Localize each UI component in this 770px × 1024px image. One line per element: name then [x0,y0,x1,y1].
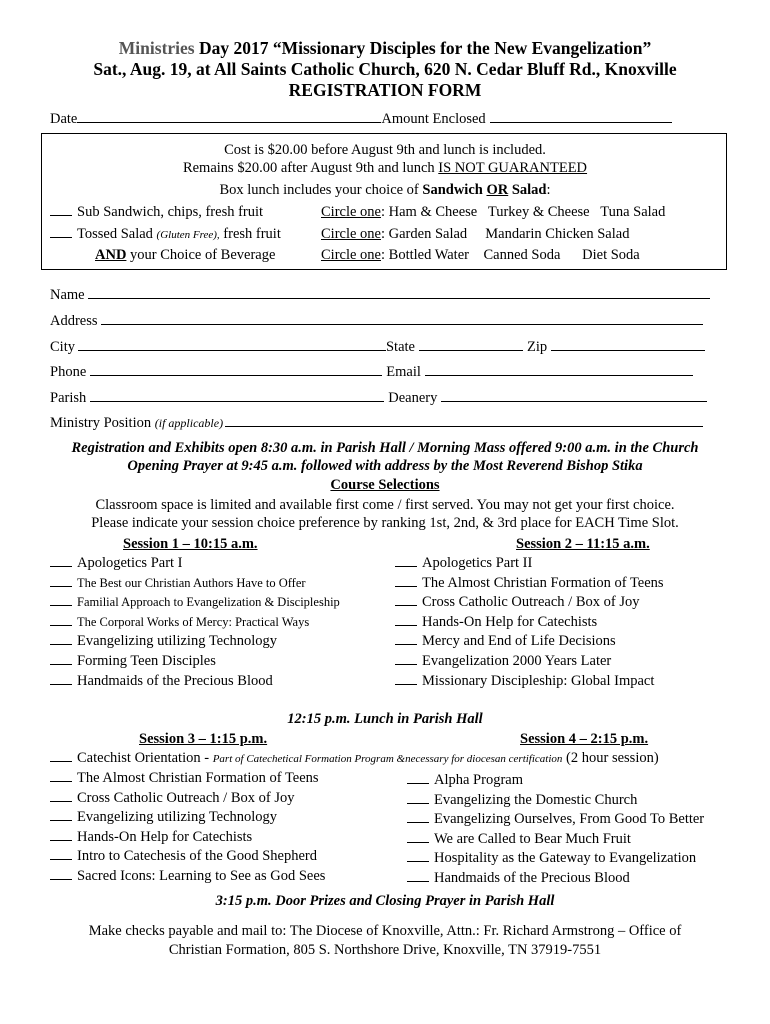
ministry-position-note: (if applicable) [154,416,224,430]
rank-blank[interactable] [50,829,72,841]
amount-line[interactable] [490,110,672,123]
ministry-position-field[interactable] [50,414,703,432]
and-word: AND [95,247,127,263]
rank-blank[interactable] [50,653,72,665]
beverage-options[interactable] [321,247,640,264]
session-option-label: Forming Teen Disciples [77,652,216,669]
city-line[interactable] [78,338,386,351]
beverage-row [95,247,275,264]
session-option-label: The Corporal Works of Mercy: Practical Ways [77,614,310,629]
rank-blank[interactable] [50,673,72,685]
session-option[interactable] [50,809,325,829]
session-option-label: Familial Approach to Evangelization & Discipleship [77,595,340,610]
salad-label-b: fresh fruit [219,226,281,242]
rank-blank[interactable] [395,575,417,587]
salad-word: Salad [511,182,547,198]
session-option-label: Cross Catholic Outreach / Box of Joy [422,594,640,611]
or-word: OR [486,182,509,198]
session-option-label: We are Called to Bear Much Fruit [434,830,631,847]
sandwich-options[interactable] [321,204,665,221]
rank-blank[interactable] [50,633,72,645]
date-field[interactable] [50,110,672,128]
rank-blank[interactable] [395,614,417,626]
session-option-label: Hands-On Help for Catechists [422,613,598,630]
deanery-label: Deanery [388,390,438,406]
session-option[interactable] [50,848,325,868]
session-option[interactable] [395,594,664,614]
sandwich-blank[interactable] [50,204,72,216]
sandwich-row [50,204,263,221]
rank-blank[interactable] [50,614,72,626]
event-title-rest: Day 2017 “Missionary Disciples for the New Evangelization” [194,38,652,58]
session-option[interactable] [50,868,325,888]
rank-blank[interactable] [395,594,417,606]
salad-choices[interactable]: : Garden Salad Mandarin Chicken Salad [381,226,630,242]
session-option-label: Evangelization 2000 Years Later [422,652,612,669]
rank-blank[interactable] [50,575,72,587]
session-option-label: Alpha Program [434,772,523,788]
sandwich-choices[interactable]: : Ham & Cheese Turkey & Cheese Tuna Salad [381,204,666,220]
rank-blank[interactable] [395,673,417,685]
beverage-choices[interactable]: : Bottled Water Canned Soda Diet Soda [381,247,640,263]
parish-deanery-row [50,389,707,407]
session-option[interactable] [395,614,664,634]
zip-line[interactable] [551,338,705,351]
session-option-label: Sacred Icons: Learning to See as God Sees [77,867,326,884]
cost-line-2 [0,160,770,177]
session-3-title: Session 3 – 1:15 p.m. [139,731,268,747]
phone-email-row [50,363,693,381]
box-lunch-line [0,182,770,199]
rank-blank[interactable] [395,555,417,567]
lunch-note: 12:15 p.m. Lunch in Parish Hall [287,711,483,727]
session-option[interactable] [395,555,664,575]
session-option-label: The Almost Christian Formation of Teens [77,770,319,786]
email-line[interactable] [425,363,693,376]
session-option[interactable] [395,653,664,673]
session-option[interactable] [395,575,664,595]
sandwich-word: Sandwich [422,182,483,198]
parish-label: Parish [50,390,87,406]
box-lunch-text: Box lunch includes your choice of [219,182,423,198]
salad-row [50,226,281,243]
colon: : [546,182,551,198]
ministry-position-line[interactable] [225,414,703,427]
state-label: State [385,339,415,355]
rank-blank[interactable] [50,594,72,606]
cost-line-1: Cost is $20.00 before August 9th and lunch is included. [224,142,546,158]
session-option[interactable] [50,829,325,849]
address-field[interactable] [50,312,703,330]
session-option[interactable] [395,673,664,693]
event-title [0,38,770,59]
session-option-label: Apologetics Part II [422,555,533,571]
closing-note: 3:15 p.m. Door Prizes and Closing Prayer in Parish Hall [215,893,555,909]
ranking-note: Please indicate your session choice preference by ranking 1st, 2nd, & 3rd place for EACH Time Slot. [91,515,679,531]
session-option-label: Missionary Discipleship: Global Impact [422,672,655,689]
phone-line[interactable] [90,363,382,376]
session-option-label: The Best our Christian Authors Have to Offer [77,575,306,590]
session-3-list [50,770,325,888]
cost-line-2-text: Remains $20.00 after August 9th and lunch [182,160,439,176]
not-guaranteed-text: IS NOT GUARANTEED [438,160,588,176]
address-label: Address [50,313,98,329]
session-option[interactable] [50,594,340,614]
rank-blank[interactable] [50,868,72,880]
city-state-zip-row [50,338,705,356]
date-line[interactable] [77,110,381,123]
rank-blank[interactable] [407,792,429,804]
session-option[interactable] [50,653,340,673]
date-label: Date [50,111,78,127]
catechist-orientation-option[interactable] [50,750,659,767]
session-1-title: Session 1 – 10:15 a.m. [123,536,258,552]
catechist-duration: (2 hour session) [562,750,659,766]
city-label: City [50,339,75,355]
session-option-label: Handmaids of the Precious Blood [434,869,630,886]
rank-blank[interactable] [407,870,429,882]
session-option-label: Hospitality as the Gateway to Evangelization [434,850,697,867]
rank-blank[interactable] [395,653,417,665]
session-option-label: Hands-On Help for Catechists [77,828,253,845]
rank-blank[interactable] [50,770,72,782]
rank-blank[interactable] [407,811,429,823]
salad-blank[interactable] [50,226,72,238]
session-option[interactable] [50,614,340,634]
gluten-free-note: (Gluten Free), [156,229,220,241]
session-1-list [50,555,340,692]
deanery-line[interactable] [441,389,707,402]
name-line[interactable] [88,286,710,299]
rank-blank[interactable] [407,850,429,862]
event-location: Sat., Aug. 19, at All Saints Catholic Church, 620 N. Cedar Bluff Rd., Knoxville [93,59,677,79]
phone-label: Phone [50,364,87,380]
session-2-title: Session 2 – 11:15 a.m. [516,536,650,552]
session-option[interactable] [50,555,340,575]
circle-one-label: Circle one [321,226,381,242]
session-option-label: Apologetics Part I [77,555,183,571]
state-line[interactable] [419,338,523,351]
session-option-label: Mercy and End of Life Decisions [422,633,616,650]
rank-blank[interactable] [50,848,72,860]
session-option[interactable] [50,575,340,595]
mailing-instructions-line-2: Christian Formation, 805 S. Northshore Drive, Knoxville, TN 37919-7551 [168,942,602,958]
circle-one-label: Circle one [321,204,381,220]
session-option-label: Cross Catholic Outreach / Box of Joy [77,789,295,806]
ministry-position-label: Ministry Position [50,415,155,431]
session-option-label: Evangelizing the Domestic Church [434,791,638,808]
session-option[interactable] [407,870,704,890]
amount-label: Amount Enclosed [381,111,486,127]
session-4-list [407,772,704,890]
rank-blank[interactable] [395,633,417,645]
mailing-instructions-line-1: Make checks payable and mail to: The Diocese of Knoxville, Attn.: Fr. Richard Armstrong – Office of [88,923,682,939]
session-option[interactable] [407,831,704,851]
parish-line[interactable] [90,389,384,402]
name-field[interactable] [50,286,710,304]
event-title-prefix: Ministries [118,38,195,58]
registration-schedule: Registration and Exhibits open 8:30 a.m. in Parish Hall / Morning Mass offered 9:00 a.m. in the Church [71,440,699,456]
session-option[interactable] [50,790,325,810]
rank-blank[interactable] [50,790,72,802]
session-option[interactable] [50,673,340,693]
rank-blank[interactable] [407,831,429,843]
catechist-label: Catechist Orientation - [77,750,213,766]
session-option-label: Evangelizing utilizing Technology [77,633,278,650]
session-option[interactable] [50,633,340,653]
session-option[interactable] [407,792,704,812]
course-selections-heading: Course Selections [330,477,440,493]
session-option[interactable] [50,770,325,790]
opening-prayer: Opening Prayer at 9:45 a.m. followed with address by the Most Reverend Bishop Stika [127,458,643,474]
form-title: REGISTRATION FORM [288,80,482,100]
session-2-list [395,555,664,692]
rank-blank[interactable] [50,555,72,567]
name-label: Name [50,287,85,303]
session-option-label: The Almost Christian Formation of Teens [422,574,664,591]
session-option-label: Handmaids of the Precious Blood [77,672,273,689]
session-option-label: Evangelizing Ourselves, From Good To Better [434,811,705,828]
session-option[interactable] [407,811,704,831]
catechist-note: Part of Catechetical Formation Program &necessary for diocesan certification [212,753,563,765]
rank-blank[interactable] [50,750,72,762]
session-option-label: Intro to Catechesis of the Good Shepherd [77,848,318,865]
rank-blank[interactable] [50,809,72,821]
classroom-note: Classroom space is limited and available first come / first served. You may not get your first choice. [95,497,675,513]
sandwich-label: Sub Sandwich, chips, fresh fruit [77,204,264,220]
session-4-title: Session 4 – 2:15 p.m. [520,731,649,747]
salad-options[interactable] [321,226,629,243]
salad-label-a: Tossed Salad [77,226,157,242]
session-option[interactable] [407,772,704,792]
zip-label: Zip [526,339,548,355]
beverage-label: your Choice of Beverage [126,247,276,263]
session-option[interactable] [395,633,664,653]
rank-blank[interactable] [407,772,429,784]
circle-one-label: Circle one [321,247,381,263]
address-line[interactable] [101,312,703,325]
session-option-label: Evangelizing utilizing Technology [77,809,278,826]
session-option[interactable] [407,850,704,870]
email-label: Email [386,364,421,380]
